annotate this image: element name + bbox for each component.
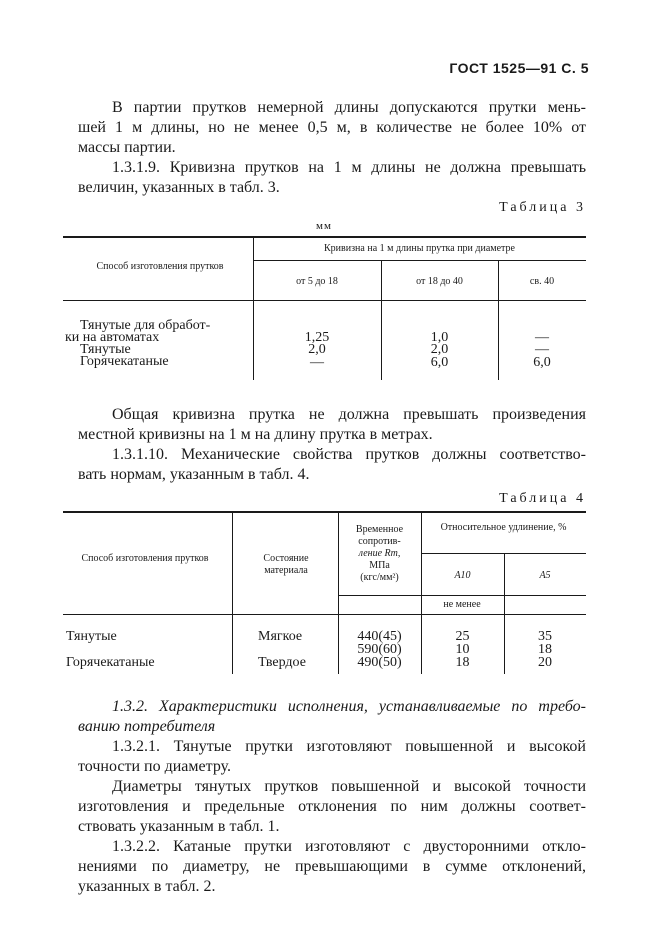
table4-header-rule xyxy=(63,614,586,615)
table3-cell: 2,0 xyxy=(430,342,449,357)
table3-header-method: Способ изготовления прутков xyxy=(96,261,224,272)
table3-cell: — xyxy=(535,330,549,345)
table4-caption: Таблица 4 xyxy=(499,491,586,506)
table4-cell: 490(50) xyxy=(357,655,402,670)
paragraph-line: 1.3.1.10. Механические свойства прутков должны соответство- xyxy=(112,446,586,463)
table3-header-col-c: св. 40 xyxy=(529,276,555,287)
paragraph-line: Диаметры тянутых прутков повышенной и высокой точности xyxy=(112,778,586,795)
table4-row-state: Мягкое xyxy=(258,629,303,644)
table4-divider xyxy=(232,512,233,674)
section-heading-line: 1.3.2. Характеристики исполнения, устанавливаемые по требо- xyxy=(112,698,586,715)
table4-header-min: не менее xyxy=(443,599,481,610)
table4-cell: 20 xyxy=(538,655,552,670)
table4-header-a10: A10 xyxy=(454,570,471,581)
table3-header-rule xyxy=(63,300,586,301)
paragraph-line: ствовать указанным в табл. 1. xyxy=(78,818,280,835)
table4-cell: 590(60) xyxy=(357,642,402,657)
table3-cell: 6,0 xyxy=(533,355,551,370)
table3-row-name: ки на автоматах xyxy=(65,330,160,345)
paragraph-line: 1.3.1.9. Кривизна прутков на 1 м длины не должна превышать xyxy=(112,159,586,176)
table3-caption: Таблица 3 xyxy=(499,200,586,215)
table4-header-state: Состояние материала xyxy=(263,553,309,576)
table4-header-strength: (кгс/мм²) xyxy=(360,572,399,583)
table4-header-strength: МПа xyxy=(369,560,390,571)
table3-cell: — xyxy=(310,355,324,370)
table4-min-rule xyxy=(338,595,586,596)
table4-header-a5: A5 xyxy=(539,570,551,581)
table3-top-rule xyxy=(63,236,586,238)
table3-cell: 2,0 xyxy=(308,342,326,357)
table3-group-rule xyxy=(253,260,586,261)
table4-header-method: Способ изготовления прутков xyxy=(81,553,209,564)
table4-row-state: Твердое xyxy=(258,655,306,670)
table4-header-strength: сопротив- xyxy=(358,536,401,547)
table3-header-col-b: от 18 до 40 xyxy=(416,276,463,287)
table4-cell: 18 xyxy=(538,642,552,657)
paragraph-line: В партии прутков немерной длины допускаются прутки мень- xyxy=(112,99,586,116)
section-heading-line: ванию потребителя xyxy=(78,718,216,735)
table3-header-col-a: от 5 до 18 xyxy=(296,276,338,287)
table3-cell: 1,0 xyxy=(430,330,449,345)
table4-row-method: Горячекатаные xyxy=(66,655,155,670)
table3-row-name: Горячекатаные xyxy=(80,354,169,369)
table4-cell: 35 xyxy=(538,629,552,644)
table4-row-method: Тянутые xyxy=(66,629,117,644)
table4-cell: 25 xyxy=(455,629,470,644)
table4-cell: 18 xyxy=(455,655,470,670)
table3-cell: 6,0 xyxy=(430,355,449,370)
table3-unit: мм xyxy=(316,220,332,232)
table4-cell: 440(45) xyxy=(357,629,402,644)
paragraph-line: указанных в табл. 2. xyxy=(78,878,216,895)
paragraph-line: вать нормам, указанным в табл. 4. xyxy=(78,466,310,483)
table3-row-name: Тянутые для обработ- xyxy=(80,318,211,333)
table4-top-rule xyxy=(63,511,586,513)
paragraph-line: 1.3.2.1. Тянутые прутки изготовляют повышенной и высокой xyxy=(112,738,586,755)
table4-header-elongation: Относительное удлинение, % xyxy=(440,522,567,533)
table3-cell: — xyxy=(535,342,549,357)
table4-header-strength: Временное xyxy=(355,524,404,535)
table3-cell: 1,25 xyxy=(304,330,330,345)
paragraph-line: 1.3.2.2. Катаные прутки изготовляют с двусторонними откло- xyxy=(112,838,586,855)
paragraph-line: массы партии. xyxy=(78,139,176,156)
paragraph-line: изготовления и предельные отклонения по ним должны соответ- xyxy=(78,798,586,815)
table3-header-group: Кривизна на 1 м длины прутка при диаметре xyxy=(324,243,515,254)
page-header: ГОСТ 1525—91 С. 5 xyxy=(449,60,589,76)
table4-header-strength: ление Rm, xyxy=(358,548,401,559)
paragraph-line: местной кривизны на 1 м на длину прутка в метрах. xyxy=(78,426,433,443)
paragraph-line: шей 1 м длины, но не менее 0,5 м, в количестве не более 10% от xyxy=(78,119,586,136)
paragraph-line: величин, указанных в табл. 3. xyxy=(78,179,280,196)
table4-cell: 10 xyxy=(455,642,470,657)
paragraph-line: Общая кривизна прутка не должна превышать произведения xyxy=(112,406,586,423)
table3-row-name: Тянутые xyxy=(80,342,131,357)
paragraph-line: нениями по диаметру, не превышающими в сумме отклонений, xyxy=(78,858,586,875)
paragraph-line: точности по диаметру. xyxy=(78,758,231,775)
